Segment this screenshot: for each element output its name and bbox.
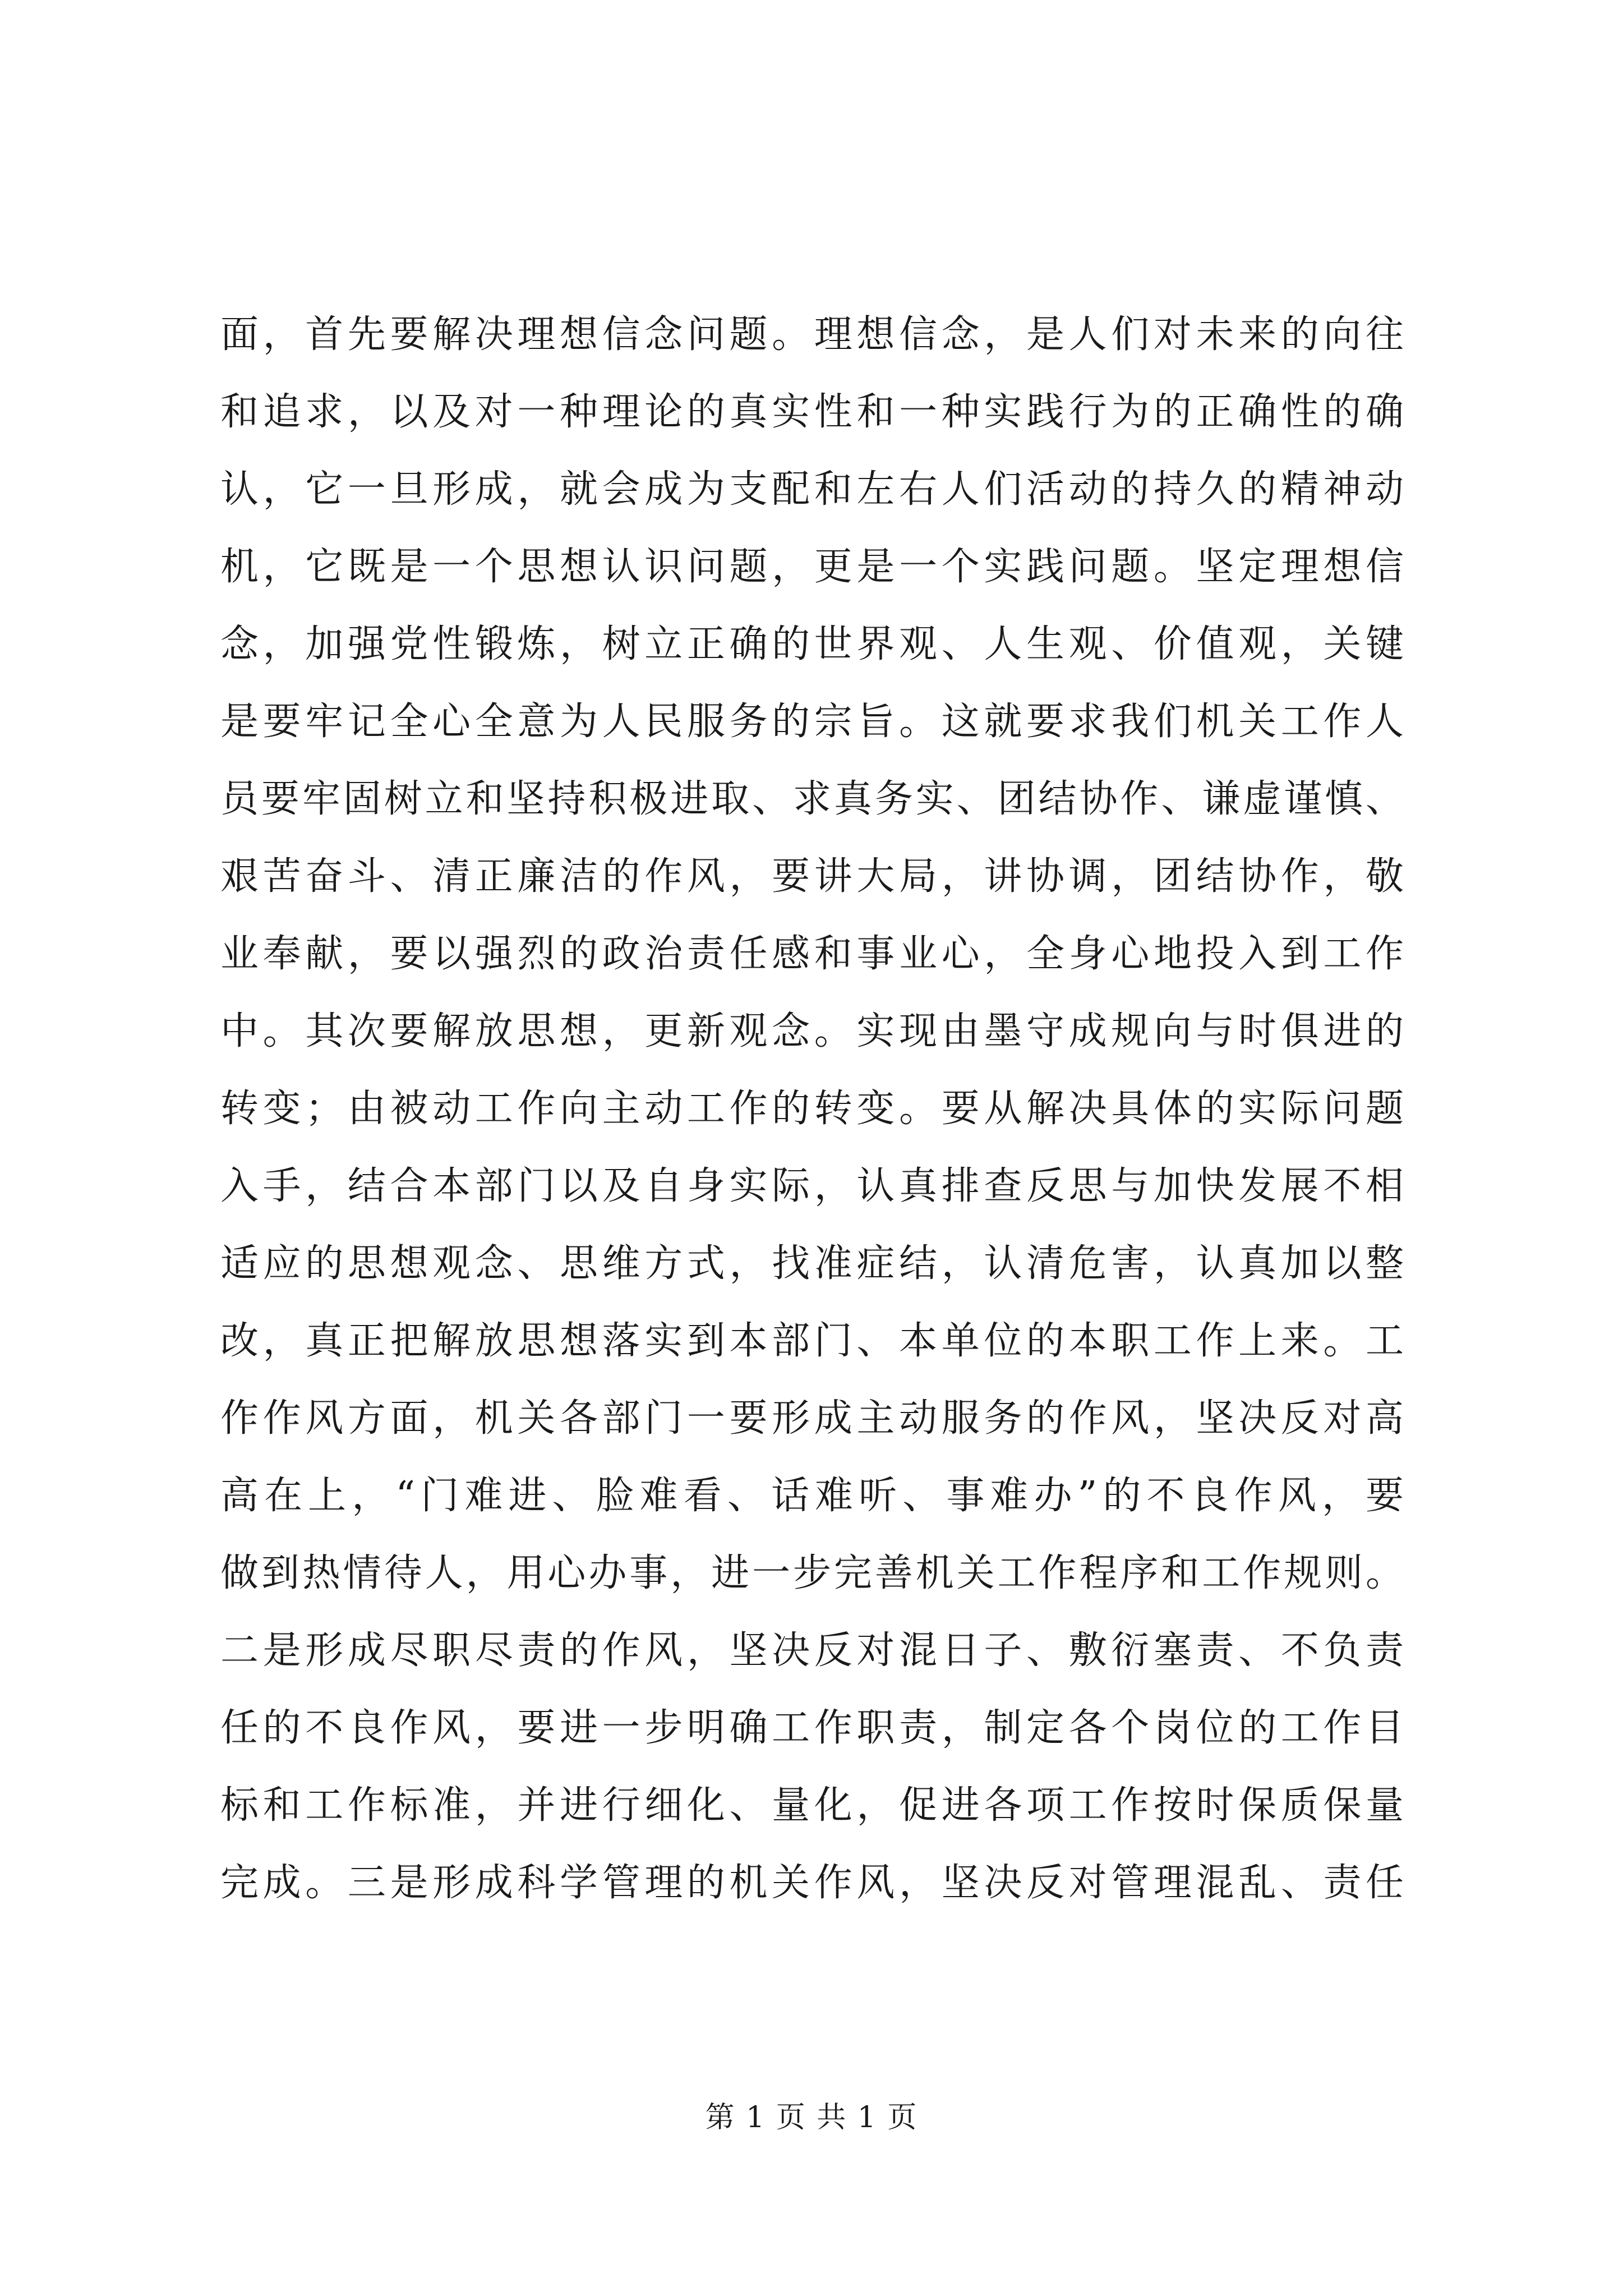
text-line: 和追求，以及对一种理论的真实性和一种实践行为的正确性的确 <box>220 390 1404 434</box>
text-line: 是要牢记全心全意为人民服务的宗旨。这就要求我们机关工作人 <box>220 700 1404 744</box>
text-line: 作作风方面，机关各部门一要形成主动服务的作风，坚决反对高 <box>220 1396 1404 1441</box>
text-line: 艰苦奋斗、清正廉洁的作风，要讲大局，讲协调，团结协作，敬 <box>220 854 1404 899</box>
text-line: 任的不良作风，要进一步明确工作职责，制定各个岗位的工作目 <box>220 1706 1404 1750</box>
text-line: 标和工作标准，并进行细化、量化，促进各项工作按时保质保量 <box>220 1783 1404 1828</box>
page-number-footer: 第 1 页 共 1 页 <box>705 2101 918 2134</box>
text-line: 业奉献，要以强烈的政治责任感和事业心，全身心地投入到工作 <box>220 932 1404 976</box>
body-text <box>220 296 1404 1922</box>
text-line: 适应的思想观念、思维方式，找准症结，认清危害，认真加以整 <box>220 1241 1404 1286</box>
text-line: 中。其次要解放思想，更新观念。实现由墨守成规向与时俱进的 <box>220 1009 1404 1053</box>
text-line: 转变；由被动工作向主动工作的转变。要从解决具体的实际问题 <box>220 1087 1404 1131</box>
text-line: 入手，结合本部门以及自身实际，认真排查反思与加快发展不相 <box>220 1164 1404 1208</box>
text-line: 做到热情待人，用心办事，进一步完善机关工作程序和工作规则。 <box>220 1551 1404 1595</box>
text-line: 二是形成尽职尽责的作风，坚决反对混日子、敷衍塞责、不负责 <box>220 1628 1404 1673</box>
text-line: 改，真正把解放思想落实到本部门、本单位的本职工作上来。工 <box>220 1319 1404 1363</box>
text-line: 完成。三是形成科学管理的机关作风，坚决反对管理混乱、责任 <box>220 1861 1404 1905</box>
text-line: 面，首先要解决理想信念问题。理想信念，是人们对未来的向往 <box>220 312 1404 357</box>
text-line: 机，它既是一个思想认识问题，更是一个实践问题。坚定理想信 <box>220 545 1404 589</box>
text-line: 员要牢固树立和坚持积极进取、求真务实、团结协作、谦虚谨慎、 <box>220 777 1404 821</box>
text-line: 念，加强党性锻炼，树立正确的世界观、人生观、价值观，关键 <box>220 622 1404 666</box>
text-line: 认，它一旦形成，就会成为支配和左右人们活动的持久的精神动 <box>220 467 1404 512</box>
text-line: 高在上，“门难进、脸难看、话难听、事难办”的不良作风，要 <box>220 1474 1404 1518</box>
